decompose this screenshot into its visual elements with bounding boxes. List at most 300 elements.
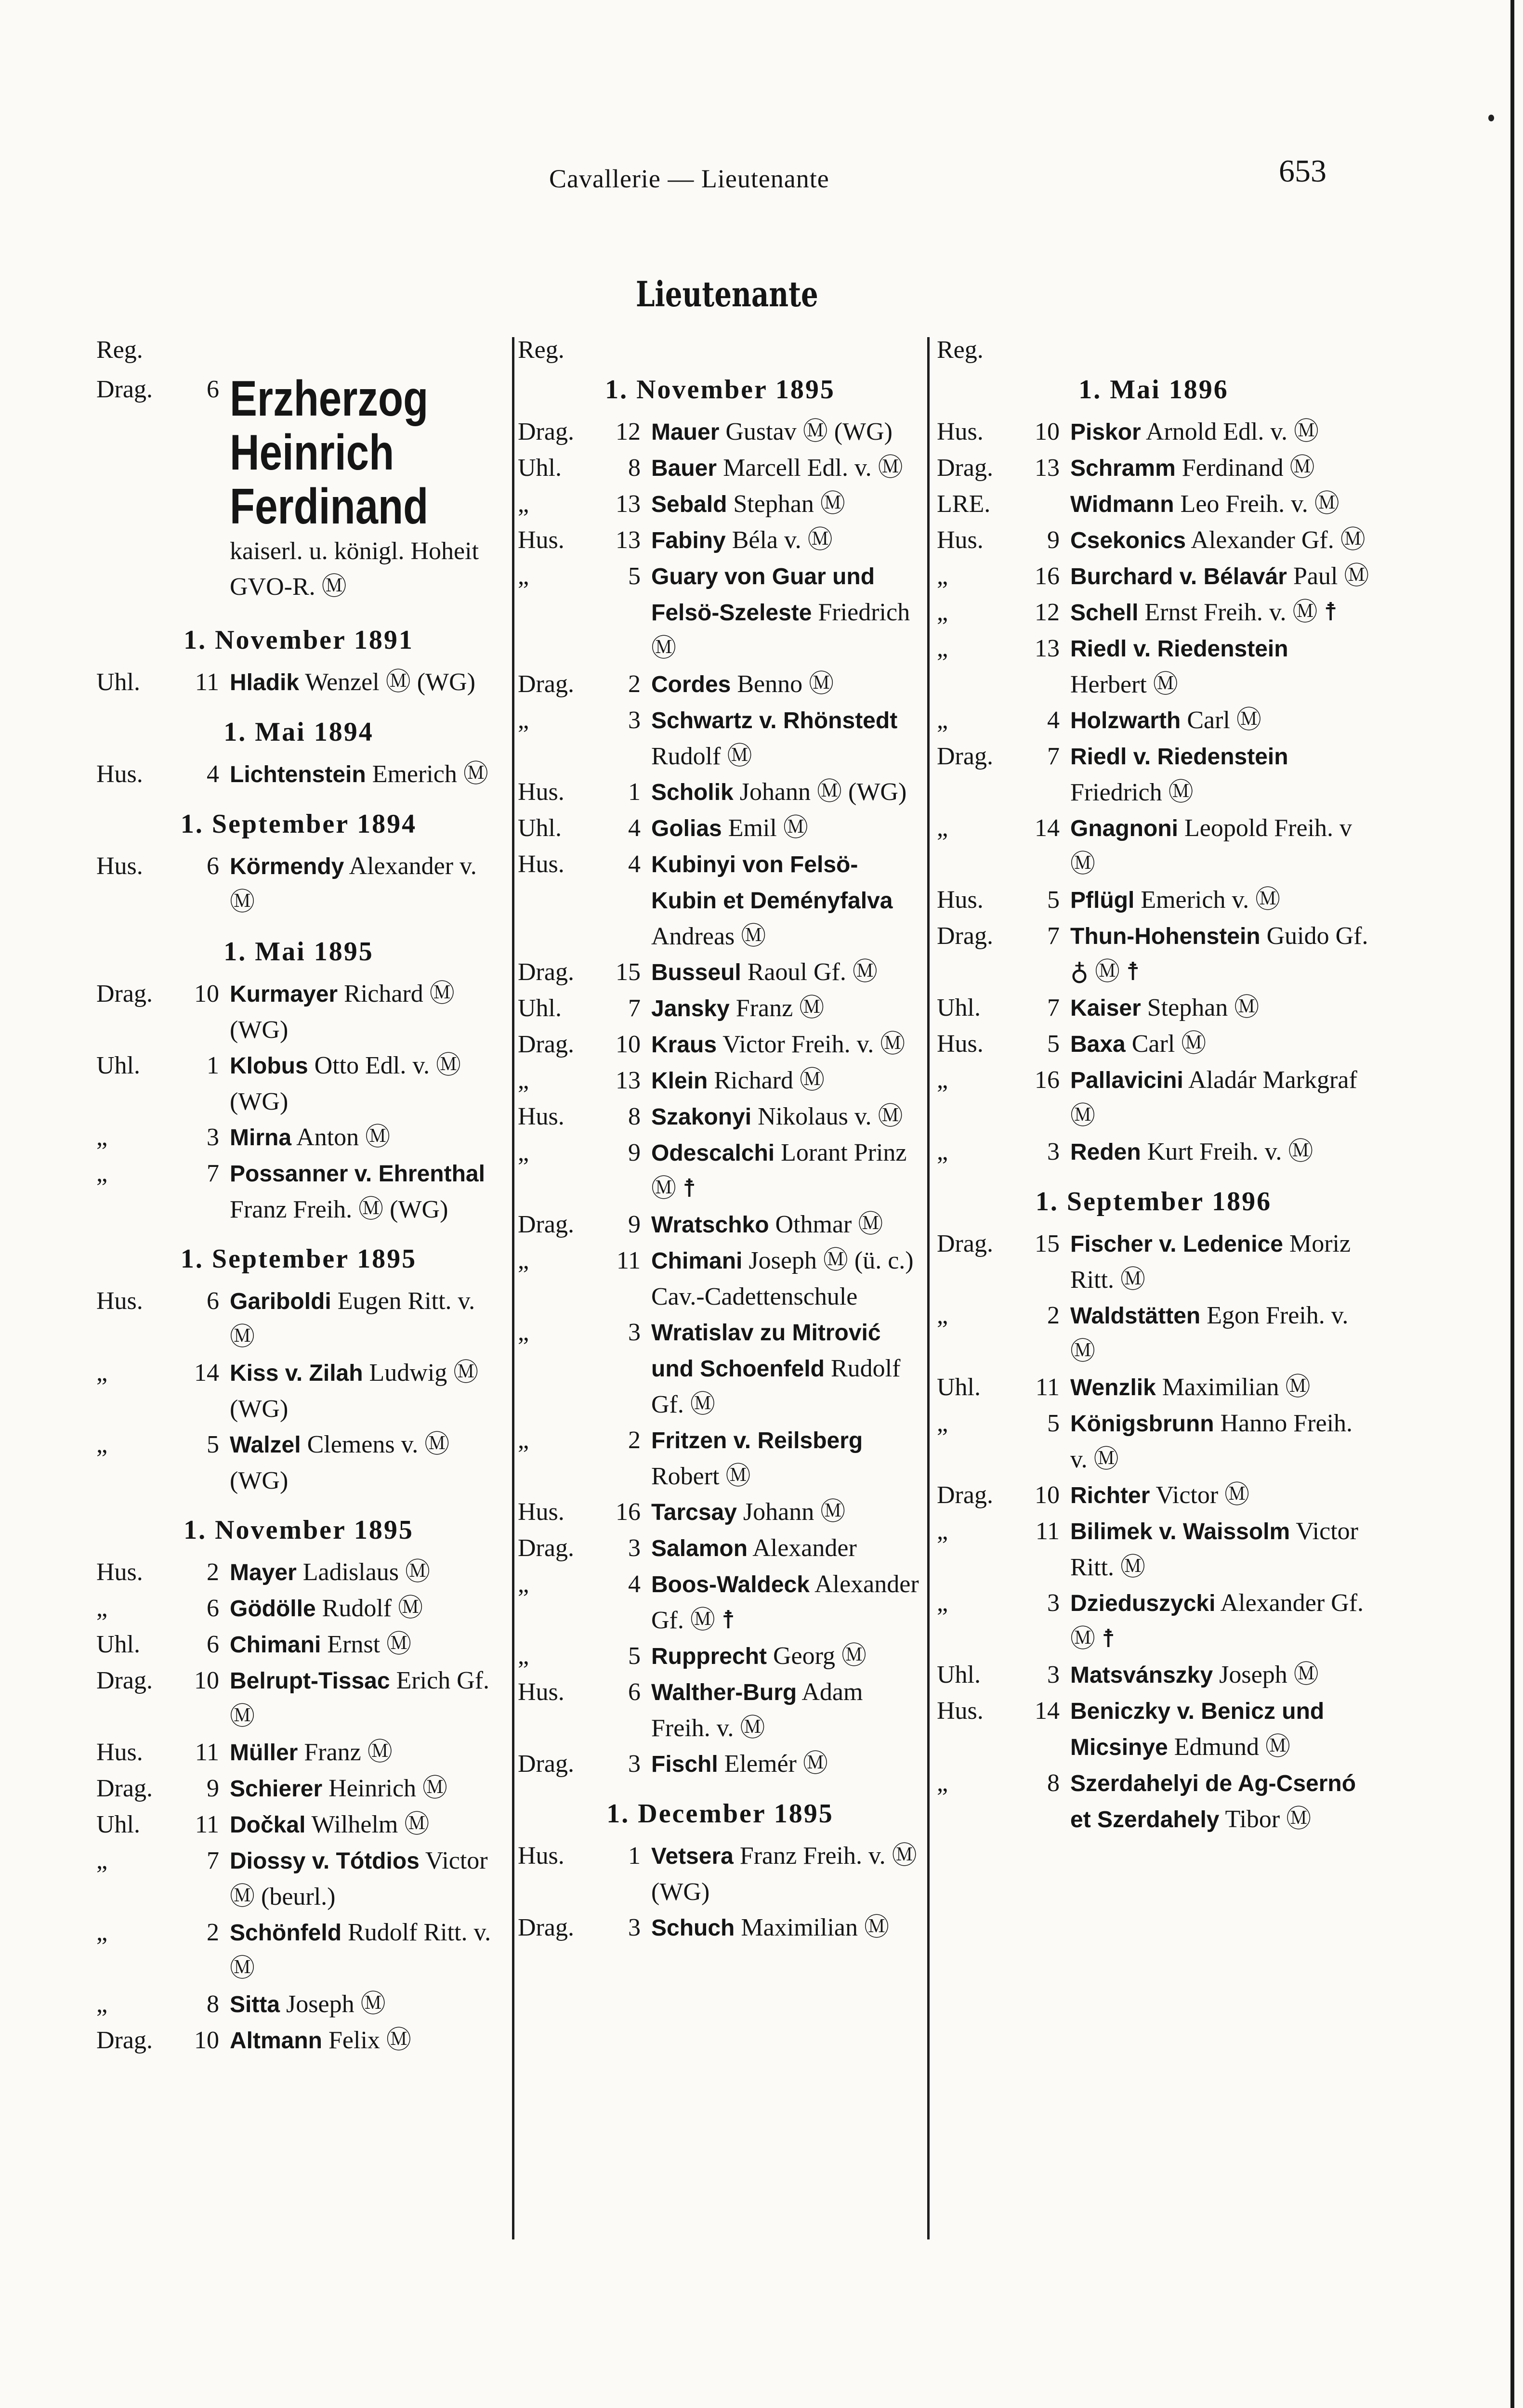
regiment-type: Hus.	[96, 760, 143, 788]
officer-name	[651, 450, 922, 486]
given-name-and-marks: Rudolf Ⓜ	[322, 1595, 423, 1622]
regiment-type: Uhl.	[96, 1631, 140, 1658]
surname: Widmann	[1070, 492, 1174, 517]
officer-name	[651, 1027, 922, 1063]
regiment-number: 1	[207, 1052, 219, 1079]
regiment-type: „	[937, 563, 948, 590]
regiment-type: Drag.	[96, 980, 153, 1008]
regiment-type: „	[937, 707, 948, 734]
regiment-type: Drag.	[96, 2027, 153, 2054]
given-name-and-marks: Johann Ⓜ	[743, 1498, 846, 1526]
regiment-number: 13	[616, 490, 641, 518]
officer-name	[651, 1099, 922, 1135]
regiment-type: Drag.	[518, 958, 574, 986]
regiment-type: Drag.	[96, 1667, 153, 1694]
surname: Reden	[1070, 1139, 1141, 1165]
regiment-type: Uhl.	[937, 1374, 981, 1401]
regiment-type: Uhl.	[96, 1052, 140, 1079]
given-name-and-marks: Rudolf Ⓜ	[651, 743, 752, 770]
officer-entry	[518, 1423, 922, 1494]
regiment-type: Drag.	[937, 1230, 993, 1257]
officer-entry	[518, 523, 922, 559]
regiment-type: Hus.	[937, 418, 984, 445]
officer-name	[1070, 1766, 1370, 1838]
regiment-number: 7	[1047, 922, 1060, 950]
given-name-and-marks: Georg Ⓜ	[773, 1642, 867, 1670]
regiment-number: 11	[1035, 1518, 1060, 1545]
surname: Schell	[1070, 600, 1139, 626]
given-name-and-marks: Raoul Gf. Ⓜ	[747, 958, 878, 986]
regiment-number: 2	[628, 1426, 641, 1454]
regiment-number: 11	[616, 1247, 641, 1274]
surname: Kubinyi von Felsö-Kubin et Deményfalva	[651, 852, 893, 914]
surname: Körmendy	[230, 854, 344, 879]
officer-name	[651, 1638, 922, 1675]
regiment-type: Hus.	[518, 1103, 565, 1130]
officer-entry	[96, 1283, 501, 1355]
officer-entry	[96, 1355, 501, 1427]
officer-name	[230, 1555, 501, 1591]
surname: Hladik	[230, 670, 300, 695]
regiment-number: 7	[1047, 994, 1060, 1021]
surname: Sitta	[230, 1992, 280, 2017]
officer-name	[651, 847, 922, 955]
regiment-number: 6	[207, 1631, 219, 1658]
officer-name	[651, 703, 922, 774]
officer-name	[1070, 1298, 1370, 1370]
given-name-and-marks: Ladislaus Ⓜ	[302, 1558, 431, 1586]
officer-entry	[937, 739, 1370, 811]
given-name-and-marks: Victor Ⓜ (beurl.)	[230, 1847, 488, 1911]
regiment-number: 2	[628, 670, 641, 698]
given-name-and-marks: Otto Edl. v. Ⓜ (WG)	[230, 1052, 461, 1115]
regiment-number: 13	[1035, 635, 1060, 662]
regiment-type: LRE.	[937, 490, 991, 518]
surname: Kurmayer	[230, 982, 338, 1007]
surname: Richter	[1070, 1483, 1150, 1508]
regiment-number: 4	[628, 1570, 641, 1598]
surname: Chimani	[651, 1248, 743, 1274]
given-name-and-marks: Alexander Gf. Ⓜ ☨	[651, 1570, 919, 1634]
officer-name	[1070, 739, 1370, 811]
officer-name	[230, 849, 501, 920]
officer-name	[230, 1627, 501, 1663]
officer-entry	[937, 1026, 1370, 1062]
regiment-number: 5	[1047, 1030, 1060, 1058]
officer-entry	[937, 595, 1370, 631]
officer-entry	[518, 667, 922, 703]
officer-entry	[518, 774, 922, 811]
section-title: Lieutenante	[636, 274, 818, 314]
officer-entry	[96, 1771, 501, 1807]
surname: Klobus	[230, 1053, 308, 1079]
given-name-and-marks: Herbert Ⓜ	[1070, 671, 1178, 698]
officer-name	[651, 414, 922, 450]
officer-entry	[96, 372, 501, 605]
regiment-number: 4	[1047, 707, 1060, 734]
given-name-and-marks: Franz Ⓜ	[304, 1739, 393, 1766]
running-title: Cavallerie — Lieutenante	[549, 164, 829, 193]
surname: Matsvánszky	[1070, 1662, 1213, 1688]
column-1	[96, 332, 501, 2059]
surname: Schierer	[230, 1776, 323, 1802]
regiment-number: 11	[195, 668, 219, 696]
officer-name	[651, 774, 922, 811]
officer-name	[651, 1207, 922, 1243]
given-name-and-marks: Leo Freih. v. Ⓜ	[1180, 490, 1339, 518]
officer-entry	[518, 1838, 922, 1910]
regiment-type: „	[96, 1990, 108, 2018]
regiment-number: 3	[1047, 1589, 1060, 1617]
officer-name	[651, 1243, 922, 1315]
officer-entry	[518, 703, 922, 774]
regiment-type: „	[96, 1431, 108, 1458]
given-name-and-marks: Adam Freih. v. Ⓜ	[651, 1678, 863, 1742]
given-name-and-marks: Clemens v. Ⓜ (WG)	[230, 1431, 450, 1494]
surname: Riedl v. Riedenstein	[1070, 744, 1288, 770]
given-name-and-marks: Tibor Ⓜ	[1225, 1806, 1312, 1833]
surname: Schuch	[651, 1915, 735, 1941]
given-name-and-marks: Andreas Ⓜ	[651, 923, 766, 950]
regiment-number: 7	[1047, 743, 1060, 770]
surname: Vetsera	[651, 1844, 734, 1869]
surname: Lichtenstein	[230, 762, 366, 787]
regiment-type: „	[96, 1595, 108, 1622]
officer-name	[230, 665, 501, 701]
given-name-and-marks: Marcell Edl. v. Ⓜ	[723, 454, 903, 482]
officer-entry	[937, 1062, 1370, 1134]
officer-entry	[96, 1663, 501, 1735]
surname: Salamon	[651, 1536, 748, 1561]
regiment-number: 11	[195, 1811, 219, 1838]
regiment-number: 10	[194, 1667, 219, 1694]
officer-name	[651, 486, 922, 523]
regiment-type: Hus.	[518, 851, 565, 878]
regiment-type: „	[96, 1160, 108, 1187]
given-name-and-marks: Victor Ⓜ	[1155, 1481, 1250, 1509]
regiment-type: „	[937, 1066, 948, 1094]
regiment-type: Uhl.	[518, 454, 562, 482]
officer-entry	[518, 1315, 922, 1423]
given-name-and-marks: Lorant Prinz Ⓜ ☨	[651, 1139, 907, 1203]
officer-entry	[518, 847, 922, 955]
given-name-and-marks: Ernst Ⓜ	[327, 1631, 412, 1658]
officer-entry	[518, 1531, 922, 1567]
surname: Wratislav zu Mitrović und Schoenfeld	[651, 1320, 881, 1382]
officer-entry	[937, 1478, 1370, 1514]
regiment-type: Drag.	[518, 1031, 574, 1058]
officer-entry	[937, 631, 1370, 703]
given-name-and-marks: Edmund Ⓜ	[1174, 1733, 1290, 1761]
officer-entry	[96, 849, 501, 920]
officer-entry	[518, 1207, 922, 1243]
officer-entry	[96, 2023, 501, 2059]
surname: Guary von Guar und Felsö-Szeleste	[651, 564, 875, 626]
regiment-number: 3	[628, 1319, 641, 1346]
officer-name	[651, 1910, 922, 1946]
regiment-number: 7	[628, 995, 641, 1022]
given-name-and-marks: Victor Ritt. Ⓜ	[1070, 1518, 1358, 1581]
regiment-type: „	[937, 1138, 948, 1165]
officer-name	[230, 1987, 501, 2023]
regiment-number: 1	[628, 778, 641, 806]
surname: Königsbrunn	[1070, 1411, 1214, 1437]
given-name-and-marks: Richard Ⓜ (WG)	[230, 980, 455, 1044]
officer-name	[651, 1135, 922, 1207]
officer-entry	[937, 918, 1370, 990]
officer-entry	[937, 1514, 1370, 1585]
given-name-and-marks: Benno Ⓜ	[737, 670, 834, 698]
given-name-and-marks: Othmar Ⓜ	[775, 1211, 883, 1238]
officer-entry	[937, 1370, 1370, 1406]
surname: Bauer	[651, 456, 717, 481]
column-3	[937, 332, 1370, 1838]
officer-name	[230, 757, 501, 793]
date-heading: 1. September 1895	[180, 1244, 417, 1274]
given-name-and-marks: Alexander v. Ⓜ	[230, 852, 477, 916]
surname: Possanner v. Ehrenthal	[230, 1161, 485, 1187]
officer-entry	[937, 703, 1370, 739]
officer-name	[651, 1746, 922, 1782]
date-heading: 1. September 1896	[1035, 1187, 1272, 1217]
regiment-number: 8	[1047, 1769, 1060, 1797]
regiment-type: Drag.	[518, 670, 574, 698]
officer-entry	[96, 1048, 501, 1120]
regiment-type: „	[518, 1067, 529, 1094]
regiment-number: 13	[616, 526, 641, 554]
officer-name	[230, 1843, 501, 1915]
given-name-and-marks: Leopold Freih. v Ⓜ	[1070, 814, 1352, 878]
officer-name	[1070, 882, 1370, 918]
regiment-number: 2	[1047, 1302, 1060, 1329]
officer-entry	[96, 1987, 501, 2023]
officer-name	[230, 1427, 501, 1499]
regiment-number: 5	[207, 1431, 219, 1458]
regiment-type: Drag.	[96, 376, 153, 403]
regiment-number: 15	[1035, 1230, 1060, 1257]
officer-entry	[518, 1567, 922, 1638]
surname: Jansky	[651, 996, 730, 1021]
officer-name	[230, 1807, 501, 1843]
officer-name	[1070, 1026, 1370, 1062]
regiment-type: Hus.	[518, 1842, 565, 1870]
surname: Sebald	[651, 492, 727, 517]
surname: Altmann	[230, 2028, 322, 2054]
given-name-and-marks: Felix Ⓜ	[328, 2027, 411, 2054]
given-name-and-marks: Paul Ⓜ	[1293, 563, 1369, 590]
surname: Fischl	[651, 1752, 718, 1777]
given-name-and-marks: Moriz Ritt. Ⓜ	[1070, 1230, 1351, 1294]
officer-name	[230, 1355, 501, 1427]
date-heading: 1. Mai 1895	[223, 937, 374, 967]
regiment-type: „	[96, 1847, 108, 1874]
regiment-number: 3	[207, 1124, 219, 1151]
regiment-number: 3	[628, 1750, 641, 1778]
officer-name	[1070, 1478, 1370, 1514]
regiment-number: 2	[207, 1919, 219, 1946]
given-name-and-marks: Joseph Ⓜ	[1219, 1661, 1319, 1688]
officer-name	[1070, 1657, 1370, 1693]
regiment-number: 6	[628, 1678, 641, 1706]
regiment-number: 16	[616, 1498, 641, 1526]
regiment-number: 16	[1035, 563, 1060, 590]
given-name-and-marks: Carl Ⓜ	[1131, 1030, 1207, 1058]
given-name-and-marks: Gustav Ⓜ (WG)	[725, 418, 893, 445]
surname: Golias	[651, 816, 722, 841]
surname: Csekonics	[1070, 528, 1186, 553]
officer-entry	[96, 1427, 501, 1499]
surname: Mauer	[651, 419, 720, 445]
officer-name	[1070, 1370, 1370, 1406]
regiment-type: Hus.	[96, 1558, 143, 1586]
regiment-type: Drag.	[518, 1534, 574, 1562]
regiment-type: Hus.	[96, 1287, 143, 1315]
given-name-and-marks: Stephan Ⓜ	[1147, 994, 1260, 1021]
given-name-and-marks: kaiserl. u. königl. Hoheit GVO-R. Ⓜ	[230, 537, 479, 601]
officer-entry	[937, 1693, 1370, 1766]
given-name-and-marks: Alexander Gf. Ⓜ ☨	[1070, 1589, 1364, 1653]
regiment-number: 13	[616, 1067, 641, 1094]
surname: Gödölle	[230, 1596, 316, 1622]
officer-name	[1070, 1693, 1370, 1766]
officer-entry	[518, 1494, 922, 1531]
regiment-type: Drag.	[96, 1775, 153, 1802]
surname: Müller	[230, 1740, 298, 1766]
given-name-and-marks: Guido Gf. ♁ Ⓜ ☨	[1070, 922, 1368, 986]
officer-name	[651, 1063, 922, 1099]
given-name-and-marks: Richard Ⓜ	[714, 1067, 825, 1094]
officer-name	[230, 976, 501, 1048]
regiment-number: 11	[195, 1739, 219, 1766]
regiment-number: 3	[1047, 1138, 1060, 1165]
surname: Riedl v. Riedenstein	[1070, 636, 1288, 662]
officer-name	[651, 1494, 922, 1531]
ink-dot	[1488, 115, 1494, 121]
regiment-type: Uhl.	[518, 995, 562, 1022]
given-name-and-marks: Béla v. Ⓜ	[732, 526, 833, 554]
officer-entry	[937, 486, 1370, 523]
surname: Rupprecht	[651, 1644, 767, 1669]
officer-name	[230, 1591, 501, 1627]
officer-entry	[937, 1766, 1370, 1838]
surname: Dočkal	[230, 1812, 306, 1838]
page-edge	[1510, 0, 1514, 2408]
surname: Schwartz v. Rhönstedt	[651, 708, 898, 733]
regiment-number: 9	[628, 1139, 641, 1166]
officer-entry	[937, 523, 1370, 559]
officer-entry	[96, 1156, 501, 1228]
given-name-and-marks: Friedrich Ⓜ	[651, 599, 910, 662]
regiment-type: „	[96, 1919, 108, 1946]
officer-name	[1070, 1134, 1370, 1170]
regiment-number: 15	[616, 958, 641, 986]
officer-entry	[518, 559, 922, 667]
regiment-type: Uhl.	[96, 668, 140, 696]
officer-entry	[937, 1406, 1370, 1478]
surname: Boos-Waldeck	[651, 1572, 810, 1597]
given-name-and-marks: Anton Ⓜ	[296, 1124, 391, 1151]
given-name-and-marks: Ernst Freih. v. Ⓜ ☨	[1144, 599, 1338, 626]
regiment-type: Drag.	[518, 1211, 574, 1238]
regiment-type: Uhl.	[96, 1811, 140, 1838]
reg-label: Reg.	[518, 336, 565, 364]
given-name-and-marks: Rudolf Ritt. v. Ⓜ	[230, 1919, 491, 1982]
regiment-type: Hus.	[937, 1697, 984, 1725]
regiment-number: 6	[207, 1595, 219, 1622]
officer-name	[230, 1735, 501, 1771]
given-name-and-marks: Friedrich Ⓜ	[1070, 779, 1194, 806]
given-name-and-marks: Maximilian Ⓜ	[1162, 1374, 1311, 1401]
given-name-and-marks: Franz Freih. v. Ⓜ (WG)	[651, 1842, 917, 1906]
given-name-and-marks: Johann Ⓜ (WG)	[739, 778, 907, 806]
regiment-type: Uhl.	[937, 994, 981, 1021]
surname: Cordes	[651, 672, 731, 697]
officer-entry	[96, 757, 501, 793]
given-name-and-marks: Aladár Markgraf Ⓜ	[1070, 1066, 1357, 1130]
given-name-and-marks: Franz Freih. Ⓜ (WG)	[230, 1196, 448, 1223]
officer-entry	[937, 1657, 1370, 1693]
surname: Kraus	[651, 1032, 717, 1058]
regiment-number: 13	[1035, 454, 1060, 482]
surname: Mayer	[230, 1560, 297, 1585]
given-name-and-marks: Alexander Gf. Ⓜ	[1191, 526, 1365, 554]
regiment-type: Hus.	[518, 1678, 565, 1706]
surname: Kiss v. Zilah	[230, 1361, 363, 1386]
officer-entry	[937, 559, 1370, 595]
regiment-type: Drag.	[518, 1914, 574, 1941]
officer-entry	[518, 1910, 922, 1946]
regiment-number: 10	[616, 1031, 641, 1058]
surname: Fischer v. Ledenice	[1070, 1231, 1283, 1257]
regiment-type: Hus.	[518, 778, 565, 806]
officer-name	[230, 1915, 501, 1987]
surname: Pallavicini	[1070, 1068, 1183, 1093]
officer-entry	[937, 811, 1370, 882]
given-name-and-marks: Emil Ⓜ	[728, 814, 808, 842]
officer-name	[651, 667, 922, 703]
officer-name	[651, 1531, 922, 1567]
officer-name	[230, 1048, 501, 1120]
officer-entry	[518, 1099, 922, 1135]
officer-name	[651, 955, 922, 991]
regiment-type: „	[96, 1124, 108, 1151]
column-2	[518, 332, 922, 1946]
officer-entry	[96, 1735, 501, 1771]
officer-entry	[518, 1675, 922, 1746]
regiment-number: 6	[207, 1287, 219, 1315]
officer-entry	[937, 882, 1370, 918]
officer-entry	[518, 991, 922, 1027]
officer-name	[230, 1771, 501, 1807]
officer-name	[1070, 595, 1370, 631]
regiment-type: Hus.	[937, 886, 984, 914]
officer-name	[1070, 918, 1370, 990]
given-name-and-marks: Robert Ⓜ	[651, 1463, 751, 1490]
surname: Wenzlik	[1070, 1375, 1156, 1400]
regiment-number: 9	[1047, 526, 1060, 554]
regiment-number: 7	[207, 1160, 219, 1187]
officer-name	[1070, 811, 1370, 882]
regiment-type: Drag.	[518, 1750, 574, 1778]
date-heading: 1. December 1895	[606, 1799, 834, 1829]
regiment-number: 10	[194, 2027, 219, 2054]
regiment-type: „	[937, 1302, 948, 1329]
regiment-number: 7	[207, 1847, 219, 1874]
regiment-number: 16	[1035, 1066, 1060, 1094]
given-name-and-marks: Kurt Freih. v. Ⓜ	[1147, 1138, 1313, 1165]
surname: Tarcsay	[651, 1500, 737, 1525]
officer-name	[1070, 450, 1370, 486]
